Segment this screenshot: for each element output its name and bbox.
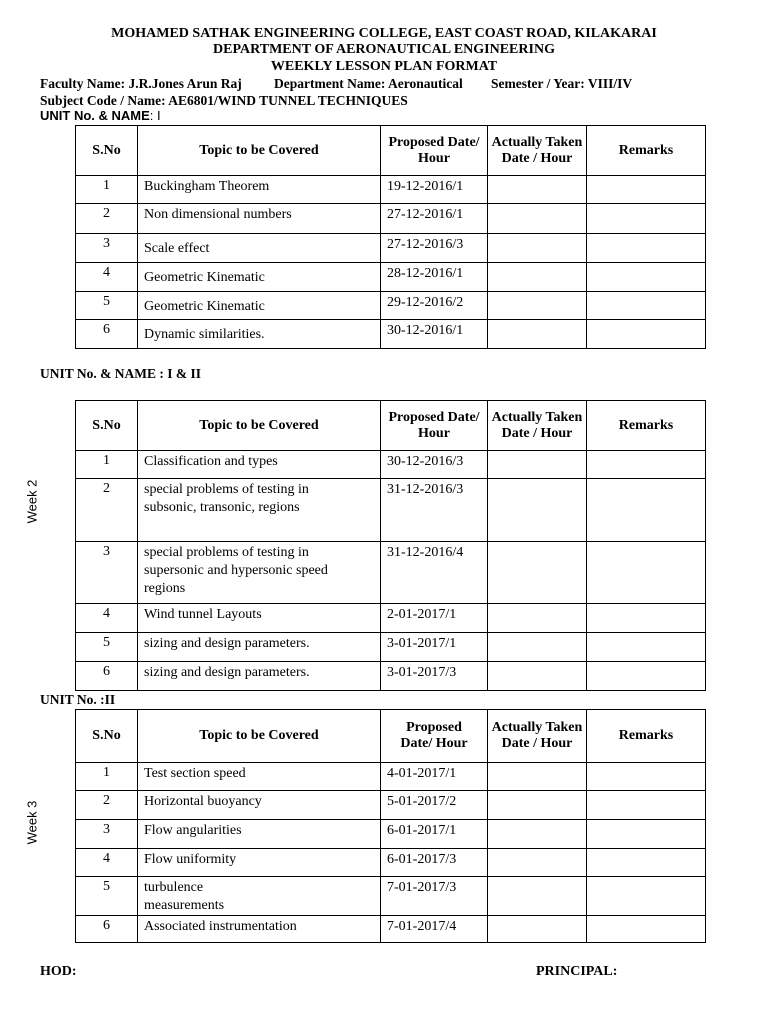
col-topic: Topic to be Covered — [138, 126, 381, 176]
col-remarks: Remarks — [587, 401, 706, 451]
row-date: 3-01-2017/3 — [381, 662, 488, 691]
row-topic: Buckingham Theorem — [138, 176, 381, 204]
table-row — [76, 849, 706, 877]
table-row — [76, 633, 706, 662]
row-date: 30-12-2016/1 — [381, 320, 488, 349]
row-remarks — [587, 451, 706, 479]
week-2-label: Week 2 — [24, 479, 40, 524]
row-remarks — [587, 234, 706, 263]
table-row — [76, 820, 706, 849]
row-remarks — [587, 633, 706, 662]
row-date: 5-01-2017/2 — [381, 791, 488, 820]
row-topic: Geometric Kinematic — [138, 292, 381, 320]
hod-signature-label: HOD: — [40, 964, 77, 979]
row-sno: 5 — [76, 633, 138, 662]
row-date: 27-12-2016/1 — [381, 204, 488, 234]
row-remarks — [587, 604, 706, 633]
row-date: 27-12-2016/3 — [381, 234, 488, 263]
table-row — [76, 542, 706, 604]
col-actual: Actually Taken Date / Hour — [488, 401, 587, 451]
table-row — [76, 604, 706, 633]
row-topic: Wind tunnel Layouts — [138, 604, 381, 633]
row-topic: Scale effect — [138, 234, 381, 263]
col-proposed: Proposed Date/ Hour — [381, 126, 488, 176]
table-header-row — [76, 126, 706, 176]
row-topic: Associated instrumentation — [138, 916, 381, 943]
row-remarks — [587, 820, 706, 849]
row-sno: 6 — [76, 662, 138, 691]
row-topic: sizing and design parameters. — [138, 633, 381, 662]
row-sno: 2 — [76, 791, 138, 820]
row-topic: sizing and design parameters. — [138, 662, 381, 691]
row-actual — [488, 204, 587, 234]
row-remarks — [587, 320, 706, 349]
principal-signature-label: PRINCIPAL: — [536, 964, 618, 979]
row-topic: Classification and types — [138, 451, 381, 479]
format-title: WEEKLY LESSON PLAN FORMAT — [270, 59, 498, 74]
col-topic: Topic to be Covered — [138, 401, 381, 451]
row-topic: Geometric Kinematic — [138, 263, 381, 292]
row-topic: special problems of testing in supersonic and hypersonic speed regions — [138, 542, 381, 604]
col-proposed: Proposed Date/ Hour — [381, 710, 488, 763]
table-row — [76, 662, 706, 691]
lesson-table-unit-2 — [75, 400, 706, 691]
row-date: 31-12-2016/3 — [381, 479, 488, 542]
col-remarks: Remarks — [587, 710, 706, 763]
row-sno: 3 — [76, 234, 138, 263]
row-topic: Flow uniformity — [138, 849, 381, 877]
row-topic: Dynamic similarities. — [138, 320, 381, 349]
week-3-label: Week 3 — [24, 800, 40, 845]
row-topic: Flow angularities — [138, 820, 381, 849]
row-remarks — [587, 849, 706, 877]
row-sno: 5 — [76, 877, 138, 916]
row-actual — [488, 662, 587, 691]
table-row — [76, 176, 706, 204]
department-title: DEPARTMENT OF AERONAUTICAL ENGINEERING — [213, 42, 555, 57]
row-topic: Test section speed — [138, 763, 381, 791]
row-sno: 3 — [76, 820, 138, 849]
row-sno: 4 — [76, 604, 138, 633]
row-remarks — [587, 662, 706, 691]
row-sno: 6 — [76, 916, 138, 943]
table-row — [76, 234, 706, 263]
row-actual — [488, 176, 587, 204]
col-topic: Topic to be Covered — [138, 710, 381, 763]
row-actual — [488, 479, 587, 542]
row-sno: 4 — [76, 849, 138, 877]
row-date: 29-12-2016/2 — [381, 292, 488, 320]
row-date: 4-01-2017/1 — [381, 763, 488, 791]
row-sno: 1 — [76, 451, 138, 479]
college-name: MOHAMED SATHAK ENGINEERING COLLEGE, EAST COAST ROAD, KILAKARAI — [111, 26, 657, 41]
row-remarks — [587, 791, 706, 820]
row-actual — [488, 820, 587, 849]
lesson-table-unit-1 — [75, 125, 706, 349]
unit-heading-3: UNIT No. :II — [40, 692, 116, 707]
table-row — [76, 877, 706, 916]
row-sno: 1 — [76, 763, 138, 791]
row-date: 30-12-2016/3 — [381, 451, 488, 479]
row-actual — [488, 791, 587, 820]
col-actual: Actually Taken Date / Hour — [488, 126, 587, 176]
faculty-name: Faculty Name: J.R.Jones Arun Raj — [40, 76, 242, 91]
row-sno: 5 — [76, 292, 138, 320]
row-topic: special problems of testing in subsonic, transonic, regions — [138, 479, 381, 542]
col-sno: S.No — [76, 710, 138, 763]
table-row — [76, 263, 706, 292]
row-actual — [488, 604, 587, 633]
row-remarks — [587, 292, 706, 320]
table-header-row — [76, 401, 706, 451]
row-remarks — [587, 763, 706, 791]
row-remarks — [587, 916, 706, 943]
lesson-table-unit-3 — [75, 709, 706, 943]
table-row — [76, 292, 706, 320]
row-date: 28-12-2016/1 — [381, 263, 488, 292]
row-remarks — [587, 176, 706, 204]
semester-year: Semester / Year: VIII/IV — [491, 76, 633, 91]
table-row — [76, 320, 706, 349]
row-date: 7-01-2017/3 — [381, 877, 488, 916]
row-date: 7-01-2017/4 — [381, 916, 488, 943]
table-row — [76, 204, 706, 234]
row-actual — [488, 320, 587, 349]
row-remarks — [587, 204, 706, 234]
col-sno: S.No — [76, 126, 138, 176]
row-actual — [488, 763, 587, 791]
row-remarks — [587, 542, 706, 604]
row-actual — [488, 849, 587, 877]
row-actual — [488, 877, 587, 916]
row-actual — [488, 633, 587, 662]
row-actual — [488, 292, 587, 320]
row-sno: 6 — [76, 320, 138, 349]
row-remarks — [587, 877, 706, 916]
unit-heading-2: UNIT No. & NAME : I & II — [40, 366, 202, 381]
col-sno: S.No — [76, 401, 138, 451]
row-date: 31-12-2016/4 — [381, 542, 488, 604]
col-proposed: Proposed Date/ Hour — [381, 401, 488, 451]
table-row — [76, 916, 706, 943]
row-date: 19-12-2016/1 — [381, 176, 488, 204]
row-actual — [488, 916, 587, 943]
row-topic: turbulence measurements — [138, 877, 381, 916]
row-topic: Non dimensional numbers — [138, 204, 381, 234]
department-name: Department Name: Aeronautical — [274, 76, 463, 91]
unit-heading-1: UNIT No. & NAME: I — [40, 108, 161, 123]
col-remarks: Remarks — [587, 126, 706, 176]
table-row — [76, 791, 706, 820]
row-actual — [488, 263, 587, 292]
row-sno: 4 — [76, 263, 138, 292]
row-remarks — [587, 263, 706, 292]
row-remarks — [587, 479, 706, 542]
row-topic: Horizontal buoyancy — [138, 791, 381, 820]
table-row — [76, 451, 706, 479]
table-row — [76, 763, 706, 791]
row-sno: 1 — [76, 176, 138, 204]
row-actual — [488, 451, 587, 479]
row-date: 3-01-2017/1 — [381, 633, 488, 662]
row-sno: 2 — [76, 479, 138, 542]
row-actual — [488, 542, 587, 604]
row-date: 2-01-2017/1 — [381, 604, 488, 633]
subject-code: Subject Code / Name: AE6801/WIND TUNNEL TECHNIQUES — [40, 93, 408, 108]
row-date: 6-01-2017/3 — [381, 849, 488, 877]
table-header-row — [76, 710, 706, 763]
col-actual: Actually Taken Date / Hour — [488, 710, 587, 763]
row-actual — [488, 234, 587, 263]
row-sno: 3 — [76, 542, 138, 604]
row-date: 6-01-2017/1 — [381, 820, 488, 849]
row-sno: 2 — [76, 204, 138, 234]
table-row — [76, 479, 706, 542]
